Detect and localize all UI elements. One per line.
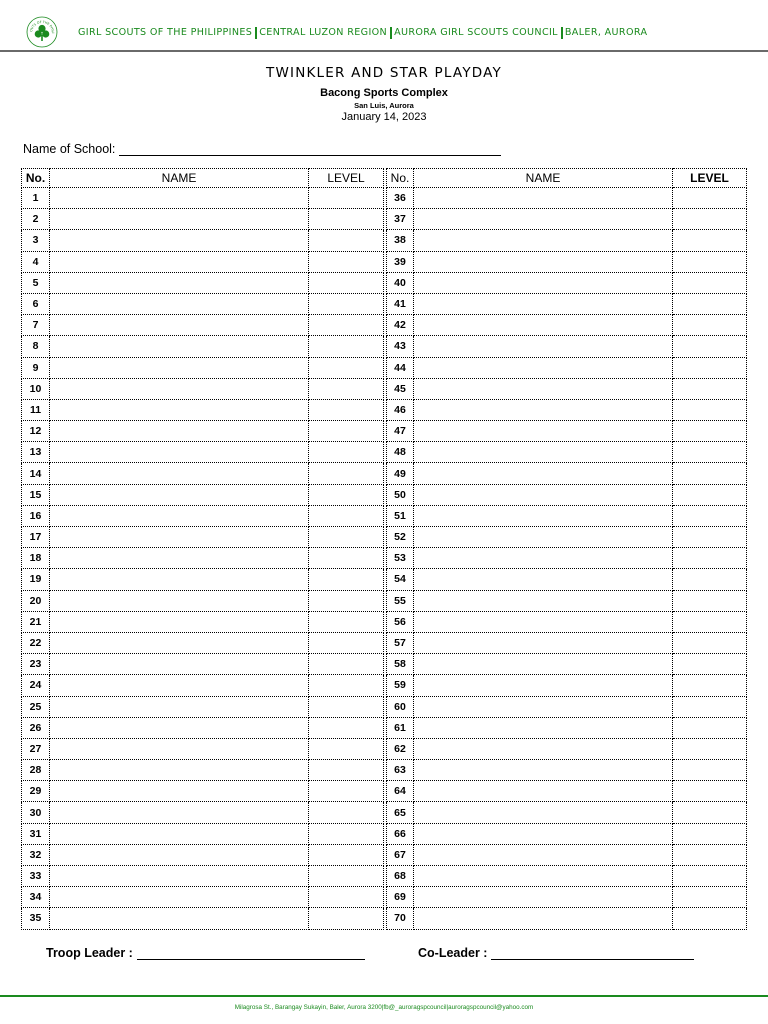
header-level: LEVEL — [309, 169, 384, 188]
name-cell[interactable] — [50, 844, 309, 865]
name-cell[interactable] — [50, 908, 309, 929]
row-number: 38 — [387, 230, 414, 251]
level-cell[interactable] — [309, 399, 384, 420]
row-number: 40 — [387, 272, 414, 293]
name-cell[interactable] — [50, 866, 309, 887]
level-cell[interactable] — [309, 548, 384, 569]
name-cell[interactable] — [414, 717, 673, 738]
table-row — [22, 802, 747, 823]
row-number: 2 — [22, 209, 50, 230]
event-title: TWINKLER AND STAR PLAYDAY — [266, 65, 502, 81]
level-cell[interactable] — [673, 802, 747, 823]
name-cell[interactable] — [414, 632, 673, 653]
level-cell[interactable] — [673, 251, 747, 272]
event-venue: Bacong Sports Complex — [320, 87, 448, 99]
name-cell[interactable] — [50, 230, 309, 251]
name-cell[interactable] — [414, 399, 673, 420]
row-number: 32 — [22, 844, 50, 865]
name-cell[interactable] — [414, 781, 673, 802]
table-row — [22, 590, 747, 611]
level-cell[interactable] — [673, 760, 747, 781]
header-rule — [0, 50, 768, 52]
level-cell[interactable] — [309, 272, 384, 293]
name-cell[interactable] — [414, 209, 673, 230]
row-number: 9 — [22, 357, 50, 378]
name-cell[interactable] — [414, 315, 673, 336]
name-cell[interactable] — [414, 442, 673, 463]
row-number: 28 — [22, 760, 50, 781]
table-row — [22, 484, 747, 505]
name-cell[interactable] — [50, 505, 309, 526]
level-cell[interactable] — [309, 527, 384, 548]
row-number: 3 — [22, 230, 50, 251]
row-number: 69 — [387, 887, 414, 908]
row-number: 19 — [22, 569, 50, 590]
name-cell[interactable] — [50, 611, 309, 632]
level-cell[interactable] — [309, 823, 384, 844]
row-number: 41 — [387, 293, 414, 314]
name-cell[interactable] — [414, 675, 673, 696]
row-number: 6 — [22, 293, 50, 314]
row-number: 46 — [387, 399, 414, 420]
level-cell[interactable] — [673, 548, 747, 569]
name-cell[interactable] — [50, 209, 309, 230]
name-cell[interactable] — [414, 272, 673, 293]
header-no: No. — [22, 169, 50, 188]
level-cell[interactable] — [309, 421, 384, 442]
name-cell[interactable] — [414, 866, 673, 887]
row-number: 14 — [22, 463, 50, 484]
table-row — [22, 442, 747, 463]
name-cell[interactable] — [50, 463, 309, 484]
name-cell[interactable] — [50, 569, 309, 590]
name-cell[interactable] — [414, 887, 673, 908]
header-name: NAME — [414, 169, 673, 188]
table-row — [22, 378, 747, 399]
troop-leader-line[interactable] — [137, 946, 365, 960]
name-cell[interactable] — [50, 696, 309, 717]
name-cell[interactable] — [414, 802, 673, 823]
row-number: 61 — [387, 717, 414, 738]
row-number: 45 — [387, 378, 414, 399]
row-number: 60 — [387, 696, 414, 717]
table-row — [22, 632, 747, 653]
row-number: 13 — [22, 442, 50, 463]
region-name: CENTRAL LUZON REGION — [259, 27, 388, 38]
name-cell[interactable] — [50, 188, 309, 209]
event-date: January 14, 2023 — [341, 111, 427, 123]
name-cell[interactable] — [50, 738, 309, 759]
header-no: No. — [387, 169, 414, 188]
svg-text:GIRL SCOUTS OF THE PHILIPPINES: OUTS OF THE PHILI — [29, 19, 56, 34]
level-cell[interactable] — [673, 209, 747, 230]
row-number: 12 — [22, 421, 50, 442]
level-cell[interactable] — [309, 802, 384, 823]
name-cell[interactable] — [50, 378, 309, 399]
table-row — [22, 315, 747, 336]
name-cell[interactable] — [414, 378, 673, 399]
row-number: 10 — [22, 378, 50, 399]
row-number: 39 — [387, 251, 414, 272]
org-name: GIRL SCOUTS OF THE PHILIPPINES — [78, 27, 253, 38]
name-cell[interactable] — [414, 611, 673, 632]
level-cell[interactable] — [309, 675, 384, 696]
header-divider — [390, 27, 392, 39]
level-cell[interactable] — [673, 887, 747, 908]
co-leader-label: Co-Leader : — [418, 946, 488, 960]
header-divider — [561, 27, 563, 39]
level-cell[interactable] — [309, 611, 384, 632]
table-row — [22, 738, 747, 759]
row-number: 37 — [387, 209, 414, 230]
name-cell[interactable] — [414, 844, 673, 865]
name-cell[interactable] — [414, 696, 673, 717]
level-cell[interactable] — [673, 632, 747, 653]
level-cell[interactable] — [309, 760, 384, 781]
level-cell[interactable] — [309, 717, 384, 738]
name-cell[interactable] — [50, 675, 309, 696]
level-cell[interactable] — [673, 188, 747, 209]
row-number: 22 — [22, 632, 50, 653]
name-cell[interactable] — [414, 527, 673, 548]
level-cell[interactable] — [673, 463, 747, 484]
level-cell[interactable] — [309, 866, 384, 887]
row-number: 30 — [22, 802, 50, 823]
organization-header — [78, 26, 647, 40]
level-cell[interactable] — [673, 844, 747, 865]
row-number: 21 — [22, 611, 50, 632]
trefoil-logo — [26, 16, 58, 48]
table-row — [22, 230, 747, 251]
name-cell[interactable] — [414, 251, 673, 272]
table-row — [22, 717, 747, 738]
level-cell[interactable] — [673, 399, 747, 420]
row-number: 64 — [387, 781, 414, 802]
level-cell[interactable] — [309, 188, 384, 209]
name-cell[interactable] — [50, 654, 309, 675]
troop-leader-label: Troop Leader : — [46, 946, 133, 960]
level-cell[interactable] — [673, 378, 747, 399]
row-number: 36 — [387, 188, 414, 209]
row-number: 23 — [22, 654, 50, 675]
level-cell[interactable] — [309, 315, 384, 336]
level-cell[interactable] — [309, 590, 384, 611]
level-cell[interactable] — [673, 654, 747, 675]
level-cell[interactable] — [673, 696, 747, 717]
row-number: 66 — [387, 823, 414, 844]
level-cell[interactable] — [673, 527, 747, 548]
school-name-line[interactable] — [119, 142, 501, 156]
level-cell[interactable] — [309, 336, 384, 357]
row-number: 34 — [22, 887, 50, 908]
level-cell[interactable] — [309, 484, 384, 505]
row-number: 59 — [387, 675, 414, 696]
name-cell[interactable] — [50, 802, 309, 823]
level-cell[interactable] — [309, 844, 384, 865]
name-cell[interactable] — [50, 717, 309, 738]
row-number: 52 — [387, 527, 414, 548]
row-number: 48 — [387, 442, 414, 463]
level-cell[interactable] — [673, 675, 747, 696]
header-name: NAME — [50, 169, 309, 188]
name-cell[interactable] — [50, 781, 309, 802]
name-cell[interactable] — [50, 632, 309, 653]
row-number: 67 — [387, 844, 414, 865]
table-row — [22, 527, 747, 548]
name-cell[interactable] — [414, 738, 673, 759]
name-cell[interactable] — [50, 421, 309, 442]
table-row — [22, 293, 747, 314]
level-cell[interactable] — [673, 866, 747, 887]
table-row — [22, 209, 747, 230]
row-number: 7 — [22, 315, 50, 336]
level-cell[interactable] — [309, 908, 384, 929]
roster-body — [22, 188, 747, 930]
row-number: 27 — [22, 738, 50, 759]
name-cell[interactable] — [414, 336, 673, 357]
name-cell[interactable] — [50, 760, 309, 781]
name-cell[interactable] — [414, 463, 673, 484]
level-cell[interactable] — [309, 781, 384, 802]
row-number: 65 — [387, 802, 414, 823]
row-number: 70 — [387, 908, 414, 929]
level-cell[interactable] — [309, 696, 384, 717]
row-number: 17 — [22, 527, 50, 548]
row-number: 33 — [22, 866, 50, 887]
row-number: 58 — [387, 654, 414, 675]
row-number: 1 — [22, 188, 50, 209]
level-cell[interactable] — [309, 442, 384, 463]
row-number: 54 — [387, 569, 414, 590]
level-cell[interactable] — [673, 293, 747, 314]
row-number: 55 — [387, 590, 414, 611]
name-cell[interactable] — [50, 315, 309, 336]
name-cell[interactable] — [50, 293, 309, 314]
school-name-field[interactable] — [23, 142, 501, 156]
co-leader-line[interactable] — [491, 946, 694, 960]
row-number: 15 — [22, 484, 50, 505]
row-number: 18 — [22, 548, 50, 569]
table-row — [22, 675, 747, 696]
row-number: 4 — [22, 251, 50, 272]
table-row — [22, 505, 747, 526]
table-row — [22, 357, 747, 378]
row-number: 43 — [387, 336, 414, 357]
table-row — [22, 654, 747, 675]
row-number: 49 — [387, 463, 414, 484]
row-number: 11 — [22, 399, 50, 420]
level-cell[interactable] — [673, 505, 747, 526]
name-cell[interactable] — [414, 654, 673, 675]
row-number: 20 — [22, 590, 50, 611]
table-row — [22, 548, 747, 569]
name-cell[interactable] — [50, 527, 309, 548]
table-row — [22, 760, 747, 781]
level-cell[interactable] — [673, 611, 747, 632]
level-cell[interactable] — [673, 484, 747, 505]
table-row — [22, 823, 747, 844]
name-cell[interactable] — [414, 908, 673, 929]
name-cell[interactable] — [414, 760, 673, 781]
table-row — [22, 696, 747, 717]
name-cell[interactable] — [50, 336, 309, 357]
level-cell[interactable] — [309, 357, 384, 378]
level-cell[interactable] — [309, 887, 384, 908]
level-cell[interactable] — [673, 336, 747, 357]
school-name-label: Name of School: — [23, 142, 116, 156]
row-number: 5 — [22, 272, 50, 293]
table-row — [22, 887, 747, 908]
row-number: 50 — [387, 484, 414, 505]
table-row — [22, 611, 747, 632]
level-cell[interactable] — [673, 569, 747, 590]
name-cell[interactable] — [50, 272, 309, 293]
troop-leader-field[interactable] — [46, 946, 365, 960]
row-number: 57 — [387, 632, 414, 653]
row-number: 53 — [387, 548, 414, 569]
row-number: 56 — [387, 611, 414, 632]
co-leader-field[interactable] — [418, 946, 694, 960]
name-cell[interactable] — [414, 421, 673, 442]
level-cell[interactable] — [673, 823, 747, 844]
row-number: 62 — [387, 738, 414, 759]
table-row — [22, 336, 747, 357]
row-number: 35 — [22, 908, 50, 929]
level-cell[interactable] — [309, 230, 384, 251]
level-cell[interactable] — [309, 569, 384, 590]
name-cell[interactable] — [50, 887, 309, 908]
level-cell[interactable] — [673, 442, 747, 463]
level-cell[interactable] — [673, 272, 747, 293]
table-row — [22, 463, 747, 484]
row-number: 31 — [22, 823, 50, 844]
roster-table — [21, 168, 747, 930]
level-cell[interactable] — [309, 378, 384, 399]
table-row — [22, 399, 747, 420]
level-cell[interactable] — [309, 463, 384, 484]
row-number: 16 — [22, 505, 50, 526]
name-cell[interactable] — [50, 484, 309, 505]
row-number: 42 — [387, 315, 414, 336]
council-name: AURORA GIRL SCOUTS COUNCIL — [394, 27, 558, 38]
table-row — [22, 569, 747, 590]
table-row — [22, 421, 747, 442]
table-row — [22, 908, 747, 929]
level-cell[interactable] — [673, 421, 747, 442]
level-cell[interactable] — [673, 590, 747, 611]
row-number: 26 — [22, 717, 50, 738]
header-level: LEVEL — [673, 169, 747, 188]
city-name: BALER, AURORA — [564, 27, 648, 38]
table-row — [22, 272, 747, 293]
name-cell[interactable] — [50, 357, 309, 378]
row-number: 44 — [387, 357, 414, 378]
level-cell[interactable] — [673, 315, 747, 336]
name-cell[interactable] — [50, 548, 309, 569]
level-cell[interactable] — [309, 209, 384, 230]
name-cell[interactable] — [414, 484, 673, 505]
table-header-row — [22, 169, 747, 188]
name-cell[interactable] — [414, 505, 673, 526]
level-cell[interactable] — [309, 738, 384, 759]
table-row — [22, 844, 747, 865]
level-cell[interactable] — [673, 908, 747, 929]
table-row — [22, 188, 747, 209]
name-cell[interactable] — [414, 590, 673, 611]
name-cell[interactable] — [414, 569, 673, 590]
row-number: 47 — [387, 421, 414, 442]
level-cell[interactable] — [673, 717, 747, 738]
name-cell[interactable] — [414, 188, 673, 209]
table-row — [22, 251, 747, 272]
level-cell[interactable] — [673, 781, 747, 802]
row-number: 29 — [22, 781, 50, 802]
event-location: San Luis, Aurora — [354, 101, 414, 110]
table-row — [22, 866, 747, 887]
name-cell[interactable] — [50, 251, 309, 272]
table-row — [22, 781, 747, 802]
row-number: 25 — [22, 696, 50, 717]
row-number: 24 — [22, 675, 50, 696]
name-cell[interactable] — [414, 548, 673, 569]
row-number: 68 — [387, 866, 414, 887]
level-cell[interactable] — [673, 357, 747, 378]
level-cell[interactable] — [309, 505, 384, 526]
level-cell[interactable] — [673, 738, 747, 759]
name-cell[interactable] — [50, 399, 309, 420]
name-cell[interactable] — [414, 293, 673, 314]
name-cell[interactable] — [50, 590, 309, 611]
footer-rule — [0, 995, 768, 997]
header-divider — [255, 27, 257, 39]
name-cell[interactable] — [414, 823, 673, 844]
name-cell[interactable] — [414, 230, 673, 251]
row-number: 8 — [22, 336, 50, 357]
footer-contact: Milagrosa St., Barangay Sukayin, Baler, Aurora 3200|fb@_auroragspcouncil|auroragspcouncil@yahoo.com — [234, 1004, 534, 1011]
name-cell[interactable] — [50, 823, 309, 844]
row-number: 51 — [387, 505, 414, 526]
level-cell[interactable] — [309, 632, 384, 653]
row-number: 63 — [387, 760, 414, 781]
level-cell[interactable] — [673, 230, 747, 251]
name-cell[interactable] — [414, 357, 673, 378]
level-cell[interactable] — [309, 654, 384, 675]
level-cell[interactable] — [309, 293, 384, 314]
level-cell[interactable] — [309, 251, 384, 272]
name-cell[interactable] — [50, 442, 309, 463]
